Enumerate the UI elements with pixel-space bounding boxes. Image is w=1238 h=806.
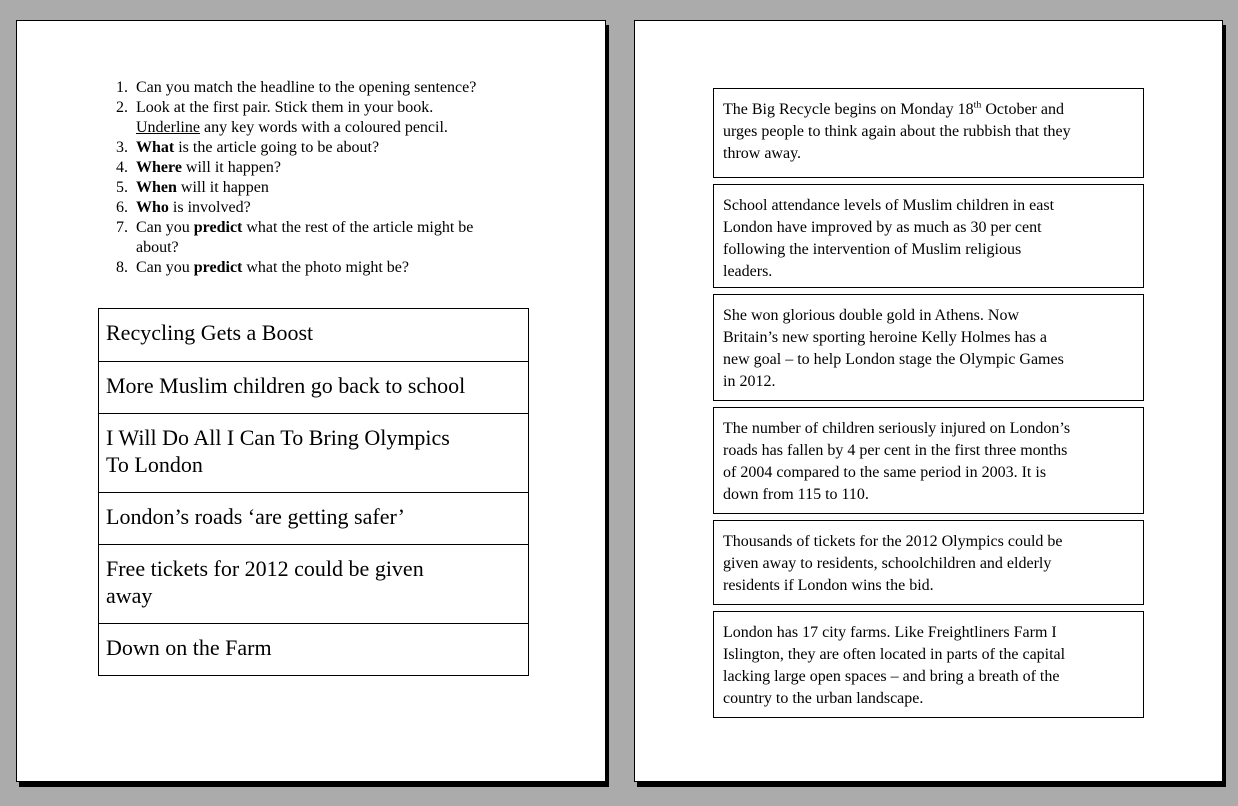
- text-segment: given away to residents, schoolchildren and elderly: [723, 555, 1052, 572]
- text-line: [723, 622, 1134, 644]
- instruction-item: [116, 98, 566, 138]
- text-segment: Down on the Farm: [106, 635, 272, 660]
- text-line: [723, 531, 1134, 553]
- text-line: [136, 218, 566, 238]
- text-segment: leaders.: [723, 263, 773, 280]
- text-segment: October and: [981, 101, 1064, 118]
- text-line: [723, 688, 1134, 710]
- headline-cell: [99, 544, 528, 623]
- text-segment: London’s roads ‘are getting safer’: [106, 504, 405, 529]
- text-line: [723, 99, 1134, 121]
- text-segment: London have improved by as much as 30 per cent: [723, 219, 1042, 236]
- text-segment: away: [106, 583, 153, 608]
- text-segment: The number of children seriously injured on London’s: [723, 420, 1071, 437]
- text-segment: Where: [136, 159, 182, 176]
- text-segment: To London: [106, 452, 203, 477]
- text-segment: predict: [193, 219, 243, 236]
- text-line: [136, 78, 566, 98]
- text-segment: Can you: [136, 259, 194, 276]
- instruction-item: [116, 198, 566, 218]
- text-line: [723, 327, 1134, 349]
- text-segment: down from 115 to 110.: [723, 486, 869, 503]
- headline-table: [98, 308, 529, 676]
- text-segment: The Big Recycle begins on Monday 18: [723, 101, 974, 118]
- opening-sentence-box: [713, 88, 1144, 178]
- text-segment: new goal – to help London stage the Olympic Games: [723, 351, 1064, 368]
- text-line: [723, 371, 1134, 393]
- text-line: [136, 98, 566, 118]
- list-number: 6.: [116, 199, 128, 216]
- text-line: [723, 575, 1134, 597]
- list-number: 5.: [116, 179, 128, 196]
- headline-cell: [99, 309, 528, 361]
- text-segment: is involved?: [168, 199, 251, 216]
- opening-sentence-box: [713, 407, 1144, 514]
- list-number: 7.: [116, 219, 128, 236]
- text-line: [106, 555, 521, 582]
- text-segment: is the article going to be about?: [174, 139, 380, 156]
- opening-sentence-box: [713, 294, 1144, 401]
- instruction-text: [136, 158, 566, 178]
- instruction-list: [116, 78, 566, 278]
- document-page-left[interactable]: [16, 20, 606, 782]
- list-number: 3.: [116, 139, 128, 156]
- text-segment: Britain’s new sporting heroine Kelly Holmes has a: [723, 329, 1047, 346]
- text-segment: Recycling Gets a Boost: [106, 320, 314, 345]
- opening-sentence-box: [713, 184, 1144, 288]
- instruction-text: [136, 78, 566, 98]
- text-line: [136, 258, 566, 278]
- instruction-item: [116, 158, 566, 178]
- text-line: [723, 418, 1134, 440]
- headline-cell: [99, 361, 528, 413]
- text-line: [723, 217, 1134, 239]
- instruction-text: [136, 178, 566, 198]
- text-line: [136, 178, 566, 198]
- text-line: [106, 372, 521, 399]
- text-line: [106, 503, 521, 530]
- text-segment: Can you: [136, 219, 194, 236]
- opening-sentence-box: [713, 611, 1144, 718]
- text-segment: predict: [193, 259, 243, 276]
- text-segment: will it happen?: [181, 159, 282, 176]
- text-line: [136, 198, 566, 218]
- text-segment: Thousands of tickets for the 2012 Olympics could be: [723, 533, 1063, 550]
- instruction-text: [136, 138, 566, 158]
- instruction-item: [116, 218, 566, 258]
- text-line: [723, 143, 1134, 165]
- text-segment: lacking large open spaces – and bring a breath of the: [723, 668, 1060, 685]
- text-segment: London has 17 city farms. Like Freightliners Farm I: [723, 624, 1057, 641]
- text-line: [136, 238, 566, 258]
- text-segment: She won glorious double gold in Athens. Now: [723, 307, 1019, 324]
- text-line: [723, 305, 1134, 327]
- text-segment: country to the urban landscape.: [723, 690, 924, 707]
- text-line: [106, 451, 521, 478]
- text-line: [723, 121, 1134, 143]
- text-segment: in 2012.: [723, 373, 776, 390]
- text-line: [723, 440, 1134, 462]
- text-segment: urges people to think again about the rubbish that they: [723, 123, 1071, 140]
- text-line: [723, 644, 1134, 666]
- text-segment: what the photo might be?: [242, 259, 410, 276]
- opening-sentence-list: [713, 88, 1144, 724]
- text-segment: Look at the first pair. Stick them in your book.: [136, 99, 434, 116]
- document-page-right[interactable]: [634, 20, 1223, 782]
- text-segment: about?: [136, 239, 179, 256]
- opening-sentence-box: [713, 520, 1144, 605]
- text-line: [106, 582, 521, 609]
- headline-cell: [99, 492, 528, 544]
- text-segment: of 2004 compared to the same period in 2003. It is: [723, 464, 1047, 481]
- text-segment: Free tickets for 2012 could be given: [106, 556, 424, 581]
- text-line: [723, 484, 1134, 506]
- text-line: [723, 239, 1134, 261]
- text-line: [106, 424, 521, 451]
- text-line: [723, 666, 1134, 688]
- text-line: [106, 319, 521, 346]
- instruction-text: [136, 98, 566, 138]
- text-segment: Islington, they are often located in parts of the capital: [723, 646, 1066, 663]
- text-line: [106, 634, 521, 661]
- text-segment: Who: [136, 199, 169, 216]
- headline-cell: [99, 413, 528, 492]
- instruction-item: [116, 78, 566, 98]
- text-segment: throw away.: [723, 145, 802, 162]
- instruction-text: [136, 258, 566, 278]
- instruction-text: [136, 218, 566, 258]
- text-line: [723, 462, 1134, 484]
- text-segment: what the rest of the article might be: [242, 219, 474, 236]
- list-number: 8.: [116, 259, 128, 276]
- text-segment: More Muslim children go back to school: [106, 373, 466, 398]
- text-segment: When: [136, 179, 177, 196]
- list-number: 4.: [116, 159, 128, 176]
- instruction-item: [116, 258, 566, 278]
- text-segment: School attendance levels of Muslim children in east: [723, 197, 1055, 214]
- headline-cell: [99, 623, 528, 675]
- text-line: [136, 138, 566, 158]
- instruction-item: [116, 178, 566, 198]
- text-line: [136, 158, 566, 178]
- text-segment: th: [973, 99, 982, 111]
- instruction-text: [136, 198, 566, 218]
- text-segment: I Will Do All I Can To Bring Olympics: [106, 425, 450, 450]
- text-segment: Can you match the headline to the opening sentence?: [136, 79, 477, 96]
- text-segment: What: [136, 139, 175, 156]
- text-line: [723, 553, 1134, 575]
- list-number: 2.: [116, 99, 128, 116]
- text-segment: following the intervention of Muslim religious: [723, 241, 1022, 258]
- instruction-item: [116, 138, 566, 158]
- text-line: [723, 195, 1134, 217]
- text-segment: will it happen: [176, 179, 269, 196]
- text-segment: roads has fallen by 4 per cent in the first three months: [723, 442, 1068, 459]
- text-segment: residents if London wins the bid.: [723, 577, 934, 594]
- text-segment: Underline: [136, 119, 200, 136]
- text-line: [723, 349, 1134, 371]
- text-segment: any key words with a coloured pencil.: [199, 119, 448, 136]
- text-line: [136, 118, 566, 138]
- list-number: 1.: [116, 79, 128, 96]
- text-line: [723, 261, 1134, 283]
